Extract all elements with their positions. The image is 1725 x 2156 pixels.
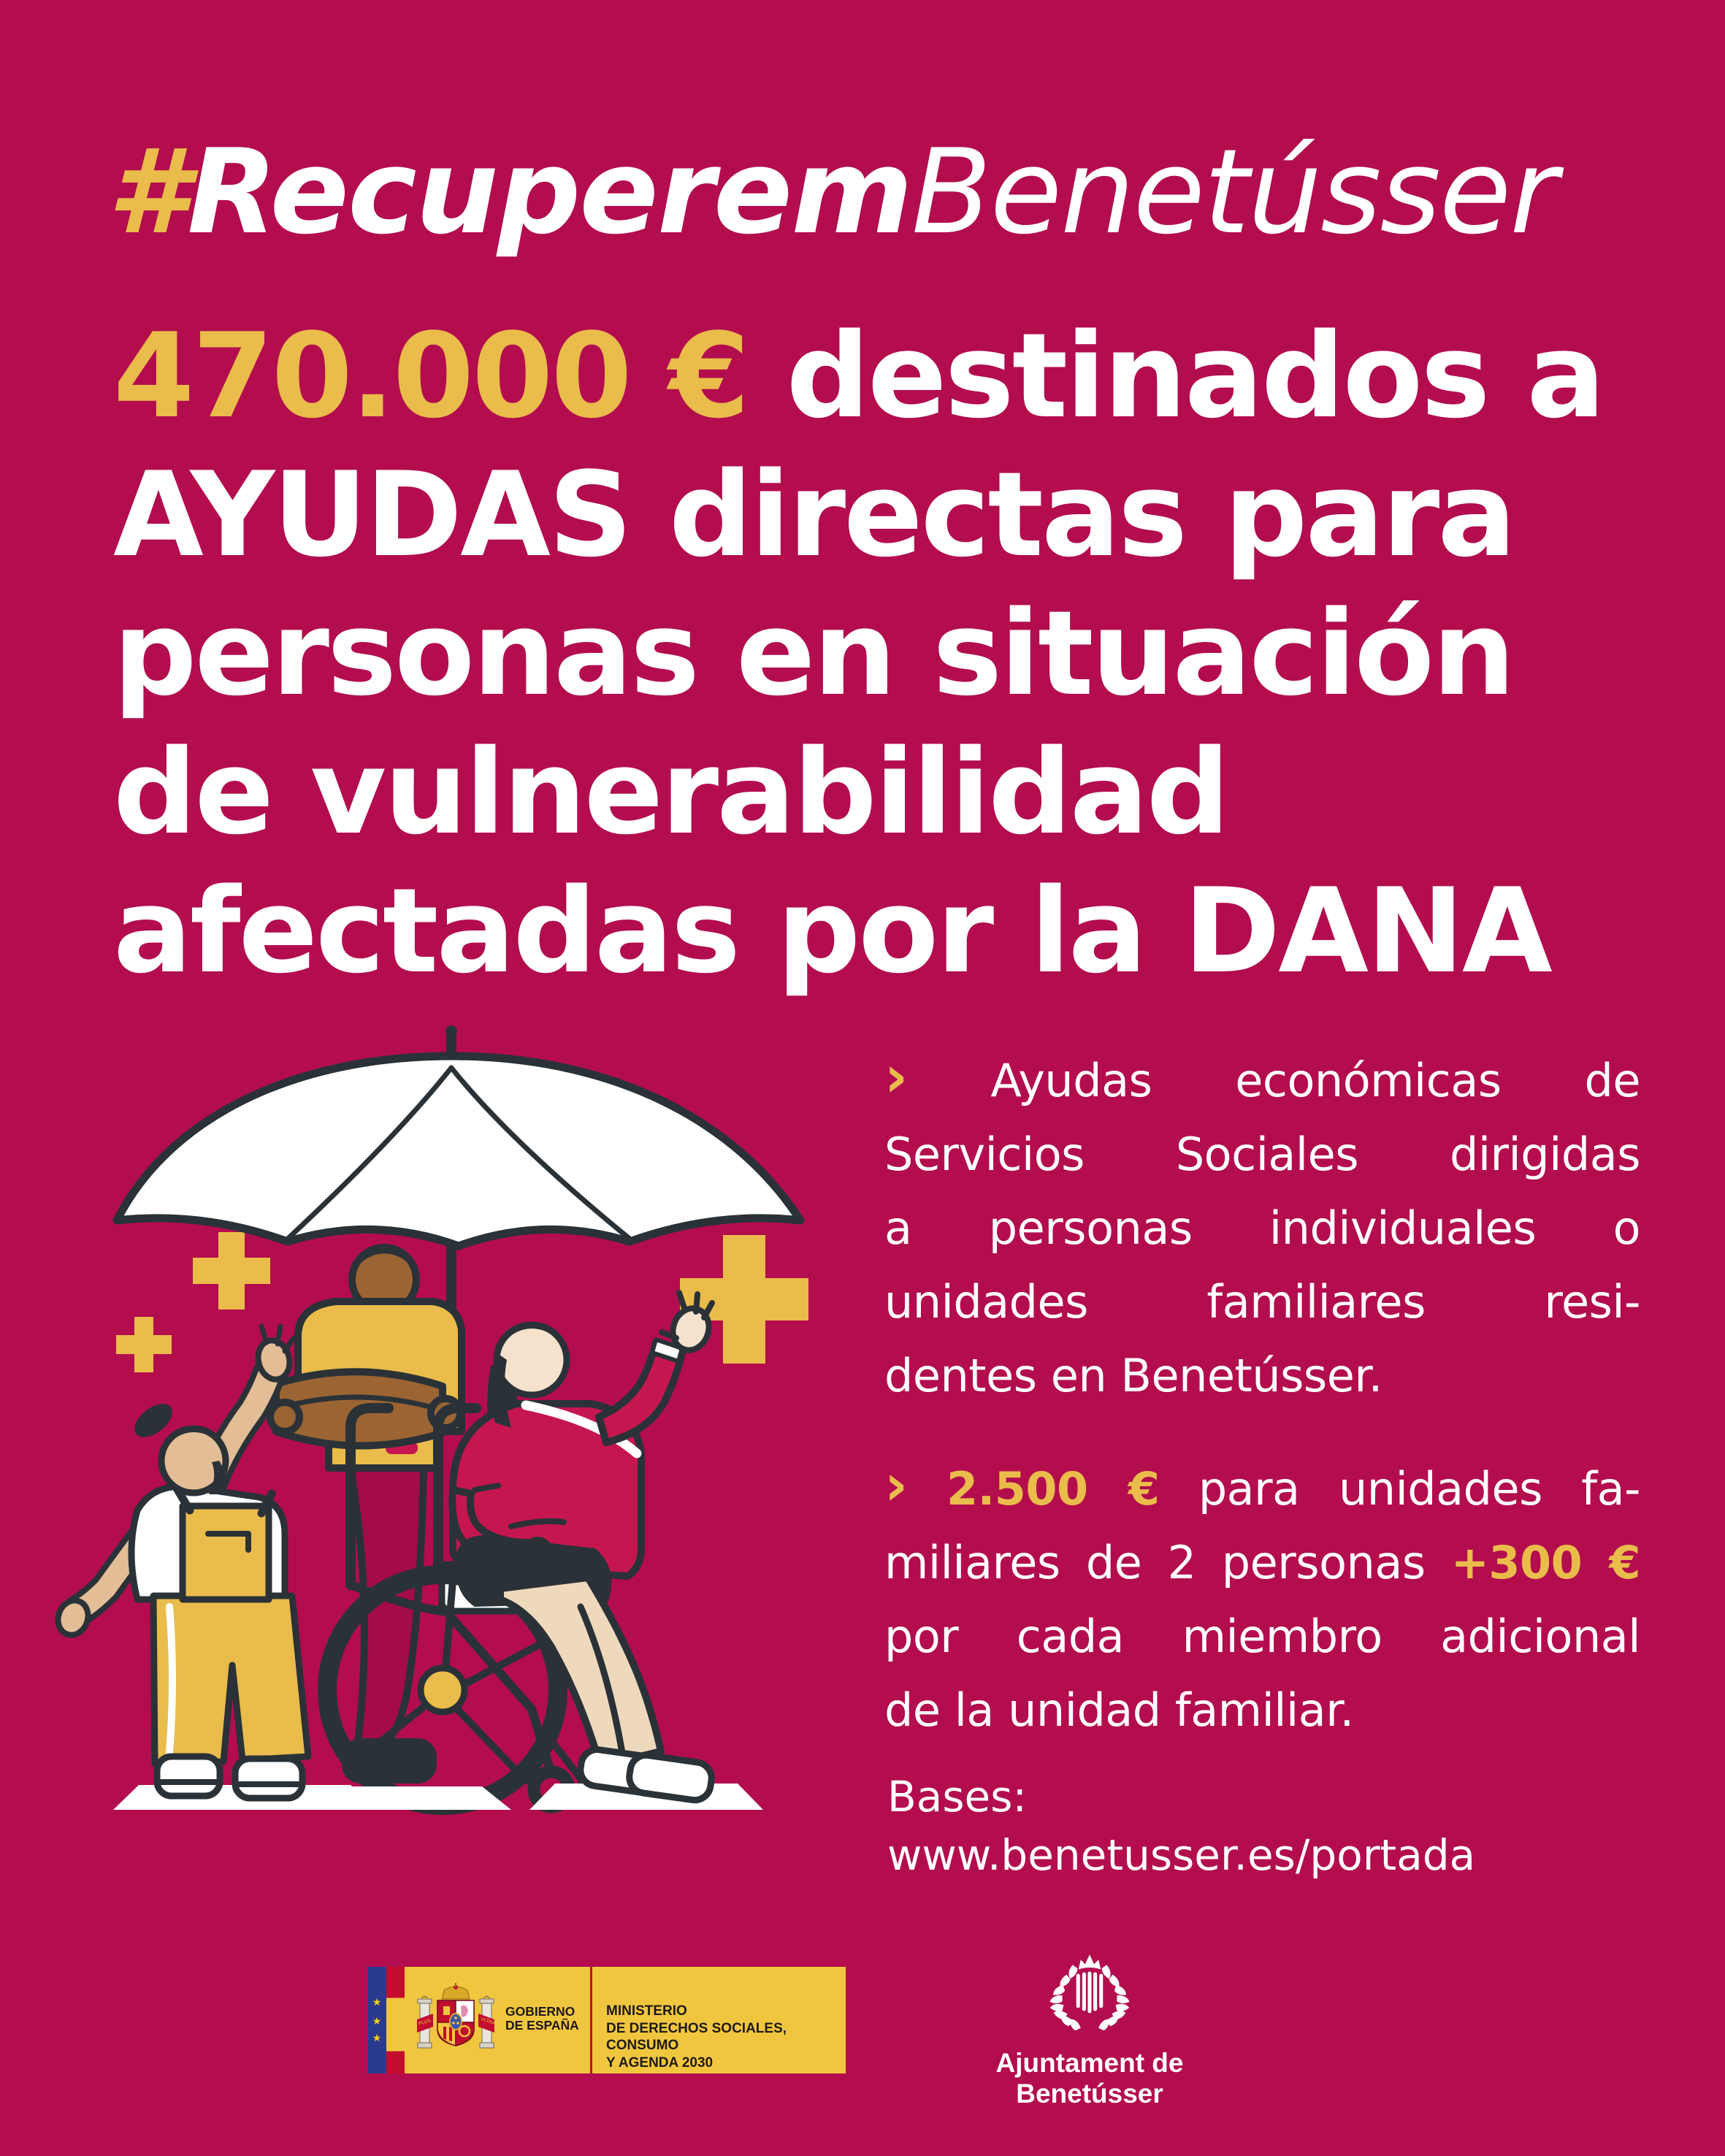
hashtag-word-light: Benetússer xyxy=(911,123,1557,260)
bullet-ayudas-line-4: unidades familiares resi- xyxy=(884,1275,1640,1329)
dana-illustration xyxy=(44,1022,862,1826)
headline-line-3: personas en situación xyxy=(113,585,1513,722)
ministry-line-2: DE DERECHOS SOCIALES, CONSUMO xyxy=(606,2020,787,2053)
ministry-name xyxy=(606,2003,846,2071)
headline-line-5: afectadas por la DANA xyxy=(113,863,1550,999)
gobierno-name xyxy=(505,2005,579,2033)
bases-label: Bases: xyxy=(887,1772,1027,1821)
hashtag-title xyxy=(107,123,1557,260)
bases-block xyxy=(887,1767,1647,1884)
headline-line-4: de vulnerabilidad xyxy=(113,724,1228,860)
motto-ultra: VLTRA xyxy=(480,2017,496,2027)
headline xyxy=(113,307,1618,1001)
ministry-line-3: Y AGENDA 2030 xyxy=(606,2054,714,2071)
bullet-importes-line-2 xyxy=(884,1526,1640,1599)
chevron-icon: › xyxy=(884,1044,908,1110)
ajuntament-benetusser-logo xyxy=(927,1952,1252,2109)
bullet-importes-line-4: de la unidad familiar. xyxy=(884,1683,1354,1737)
eu-star-icon: ★ xyxy=(372,1996,382,2008)
bullet-importes-text-1: para unidades fa- xyxy=(1198,1462,1640,1515)
gobierno-espana-logo xyxy=(367,1967,846,2073)
bullet-ayudas-line-3: a personas individuales o xyxy=(884,1201,1640,1255)
headline-line-2: AYUDAS directas para xyxy=(113,446,1515,583)
crown-icon xyxy=(442,1983,470,1999)
logo-divider xyxy=(590,1967,592,2073)
bullet-ayudas xyxy=(884,1041,1640,1413)
spain-coat-of-arms-icon xyxy=(416,1981,496,2059)
bullet-ayudas-text-1: Ayudas económicas de xyxy=(990,1054,1640,1107)
crown-icon xyxy=(1079,1954,1101,1969)
gobierno-name-line-1: GOBIERNO xyxy=(505,2004,575,2019)
eu-star-icon: ★ xyxy=(372,2032,382,2044)
bullet-ayudas-line-5: dentes en Benetússer. xyxy=(884,1349,1382,1402)
gobierno-name-line-2: DE ESPAÑA xyxy=(505,2018,579,2033)
amount-plus-300: +300 € xyxy=(1450,1536,1640,1589)
ministry-line-1: MINISTERIO xyxy=(606,2003,687,2019)
amount-2500: 2.500 € xyxy=(946,1462,1160,1515)
bullet-importes-line-3: por cada miembro adicional xyxy=(884,1610,1640,1663)
benetusser-emblem-icon xyxy=(1041,1952,1138,2036)
motto-plus: PLUS xyxy=(418,2017,432,2027)
eu-flag-strip xyxy=(367,1967,386,2073)
bases-url: www.benetusser.es/portada xyxy=(887,1830,1476,1880)
bullet-importes-text-2: miliares de 2 personas xyxy=(884,1536,1426,1589)
bullet-importes xyxy=(884,1449,1640,1747)
bullet-ayudas-line-1 xyxy=(884,1041,1640,1117)
ajuntament-caption: Ajuntament de Benetússer xyxy=(995,2048,1184,2109)
headline-line-1 xyxy=(113,307,1618,446)
bullet-ayudas-line-2: Servicios Sociales dirigidas xyxy=(884,1128,1640,1181)
headline-amount: 470.000 € xyxy=(113,307,748,444)
spain-flag-strip xyxy=(386,1967,405,2073)
hashtag-word-bold: Recuperem xyxy=(187,123,912,260)
hashtag-symbol: # xyxy=(107,123,188,260)
person-wheelchair-woman xyxy=(452,1293,714,1607)
eu-star-icon: ★ xyxy=(372,2015,382,2027)
headline-line-1-rest: destinados a xyxy=(747,307,1604,444)
bullet-importes-line-1 xyxy=(884,1449,1640,1526)
benefits-column xyxy=(884,1041,1640,1747)
chevron-icon: › xyxy=(884,1453,908,1518)
